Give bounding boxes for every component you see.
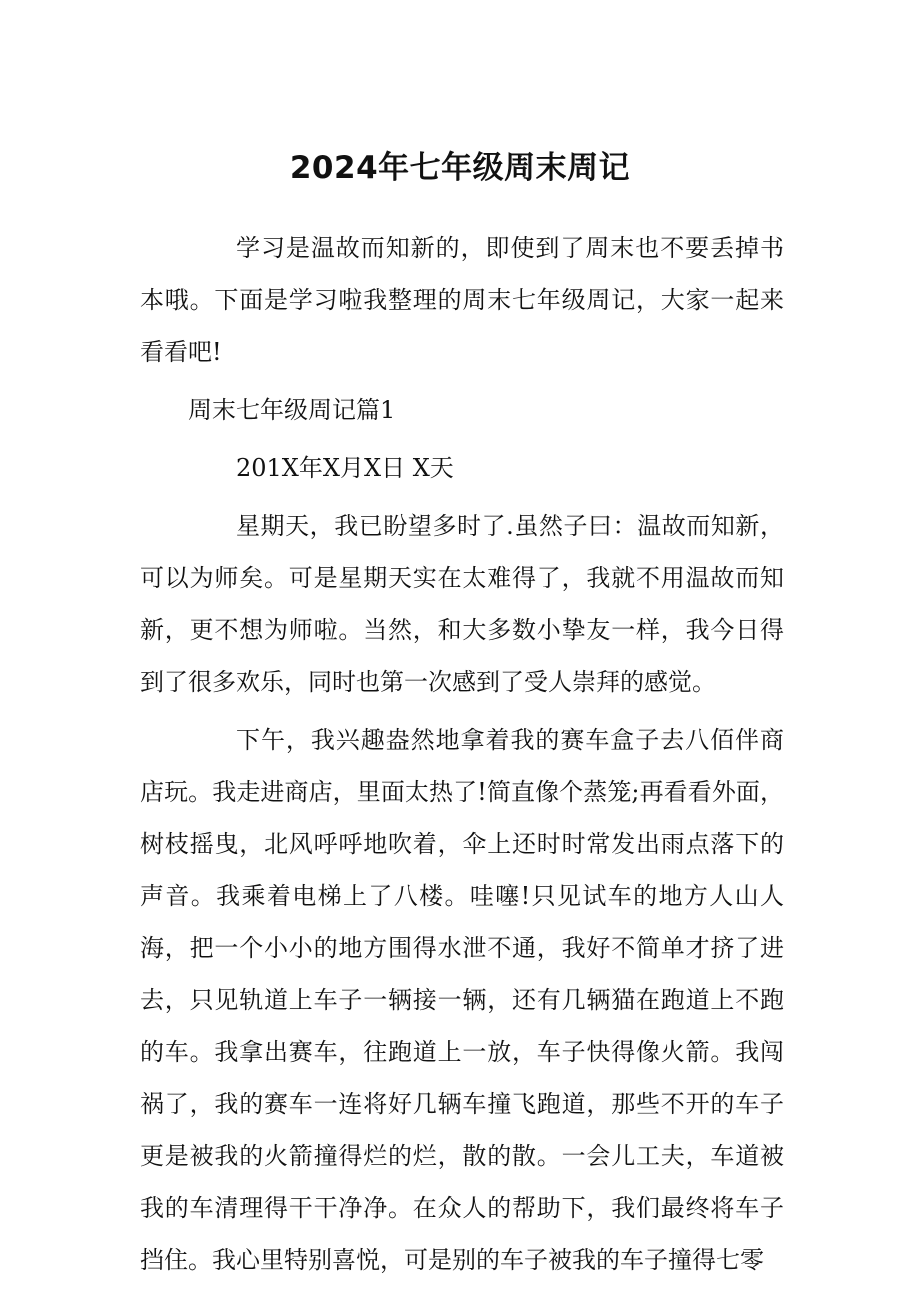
document-title: 2024年七年级周末周记 — [289, 150, 631, 186]
document-body — [140, 222, 784, 1292]
section-heading: 周末七年级周记篇1 — [188, 396, 396, 424]
intro-paragraph: 学习是温故而知新的，即使到了周末也不要丢掉书本哦。下面是学习啦我整理的周末七年级周记，大家一起来看看吧! — [140, 234, 784, 366]
body-paragraph: 星期天，我已盼望多时了.虽然子曰：温故而知新，可以为师矣。可是星期天实在太难得了，我就不用温故而知新，更不想为师啦。当然，和大多数小挚友一样，我今日得到了很多欢乐，同时也第一次感到了受人崇拜的感觉。 — [140, 512, 784, 696]
date-line: 201X年X月X日 X天 — [236, 454, 454, 482]
body-paragraph: 下午，我兴趣盎然地拿着我的赛车盒子去八佰伴商店玩。我走进商店，里面太热了!简直像个蒸笼;再看看外面，树枝摇曳，北风呼呼地吹着，伞上还时时常发出雨点落下的声音。我乘着电梯上了八楼。哇噻!只见试车的地方人山人海，把一个小小的地方围得水泄不通，我好不简单才挤了进去，只见轨道上车子一辆接一辆，还有几辆猫在跑道上不跑的车。我拿出赛车，往跑道上一放，车子快得像火箭。我闯祸了，我的赛车一连将好几辆车撞飞跑道，那些不开的车子更是被我的火箭撞得烂的烂，散的散。一会儿工夫，车道被我的车清理得干干净净。在众人的帮助下，我们最终将车子挡住。我心里特别喜悦，可是别的车子被我的车子撞得七零 — [140, 726, 784, 1274]
